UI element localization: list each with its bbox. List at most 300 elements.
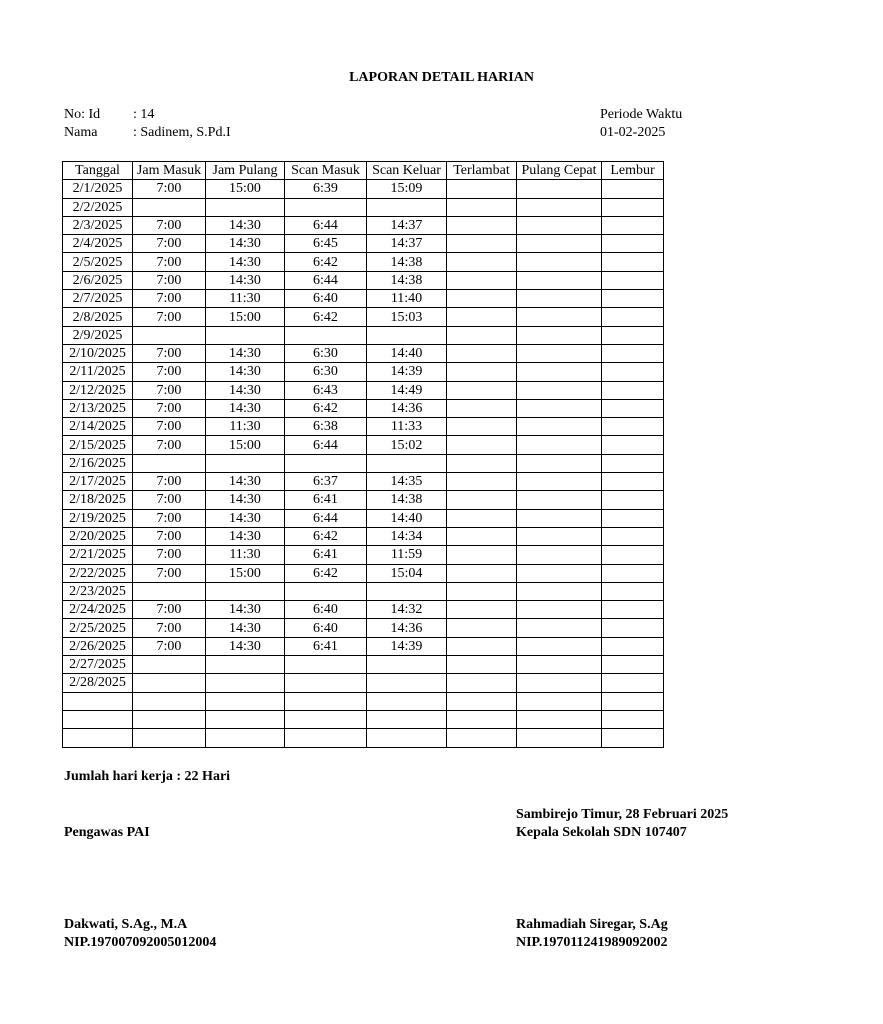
table-cell <box>602 418 664 436</box>
table-cell <box>133 710 206 728</box>
table-cell <box>447 729 517 747</box>
table-cell <box>447 564 517 582</box>
table-cell: 7:00 <box>133 253 206 271</box>
table-cell <box>602 399 664 417</box>
table-cell: 15:00 <box>206 180 285 198</box>
table-cell <box>602 326 664 344</box>
table-cell: 2/18/2025 <box>63 491 133 509</box>
table-cell <box>517 692 602 710</box>
table-cell: 15:00 <box>206 564 285 582</box>
table-cell <box>447 656 517 674</box>
table-cell: 7:00 <box>133 290 206 308</box>
table-cell: 2/19/2025 <box>63 509 133 527</box>
table-cell <box>133 656 206 674</box>
table-cell: 6:44 <box>285 436 367 454</box>
table-cell <box>133 326 206 344</box>
table-cell: 2/1/2025 <box>63 180 133 198</box>
table-row <box>63 381 664 399</box>
table-cell: 14:40 <box>367 509 447 527</box>
table-cell: 14:30 <box>206 216 285 234</box>
table-cell <box>206 692 285 710</box>
table-cell: 14:49 <box>367 381 447 399</box>
table-cell <box>517 564 602 582</box>
table-cell: 6:37 <box>285 473 367 491</box>
table-cell: 6:42 <box>285 399 367 417</box>
table-row <box>63 253 664 271</box>
table-cell: 14:36 <box>367 619 447 637</box>
table-cell: 6:44 <box>285 216 367 234</box>
table-cell <box>602 180 664 198</box>
table-cell: 15:04 <box>367 564 447 582</box>
table-row <box>63 290 664 308</box>
table-header-row <box>63 162 664 180</box>
table-row <box>63 692 664 710</box>
table-cell: 14:39 <box>367 363 447 381</box>
table-row <box>63 436 664 454</box>
table-cell: 6:41 <box>285 491 367 509</box>
report-title: LAPORAN DETAIL HARIAN <box>349 70 534 85</box>
table-cell <box>517 381 602 399</box>
table-cell: 7:00 <box>133 473 206 491</box>
table-cell <box>447 436 517 454</box>
table-cell <box>447 198 517 216</box>
column-header: Scan Masuk <box>285 162 367 180</box>
column-header: Jam Masuk <box>133 162 206 180</box>
table-cell: 6:41 <box>285 637 367 655</box>
table-cell <box>285 656 367 674</box>
table-cell: 2/26/2025 <box>63 637 133 655</box>
table-cell <box>285 692 367 710</box>
name-value: : Sadinem, S.Pd.I <box>133 125 231 140</box>
table-cell <box>517 418 602 436</box>
table-cell: 6:42 <box>285 527 367 545</box>
table-cell <box>517 546 602 564</box>
table-cell <box>133 692 206 710</box>
table-cell: 14:30 <box>206 509 285 527</box>
table-cell <box>63 729 133 747</box>
table-cell <box>602 564 664 582</box>
table-cell <box>206 656 285 674</box>
table-cell: 2/15/2025 <box>63 436 133 454</box>
table-cell <box>602 308 664 326</box>
table-cell <box>602 710 664 728</box>
table-cell <box>367 674 447 692</box>
table-cell <box>517 582 602 600</box>
table-cell: 6:42 <box>285 253 367 271</box>
table-cell: 7:00 <box>133 491 206 509</box>
table-cell <box>602 271 664 289</box>
table-cell: 14:30 <box>206 473 285 491</box>
table-cell <box>602 235 664 253</box>
table-cell <box>206 582 285 600</box>
table-cell <box>133 729 206 747</box>
table-cell: 14:32 <box>367 601 447 619</box>
table-cell: 2/27/2025 <box>63 656 133 674</box>
table-cell: 2/2/2025 <box>63 198 133 216</box>
table-cell: 7:00 <box>133 180 206 198</box>
table-cell: 7:00 <box>133 619 206 637</box>
table-cell <box>447 271 517 289</box>
table-row <box>63 637 664 655</box>
table-cell <box>367 326 447 344</box>
table-cell <box>602 381 664 399</box>
table-cell <box>447 344 517 362</box>
column-header: Pulang Cepat <box>517 162 602 180</box>
table-cell <box>602 363 664 381</box>
table-cell: 11:59 <box>367 546 447 564</box>
column-header: Jam Pulang <box>206 162 285 180</box>
table-cell <box>447 308 517 326</box>
table-cell: 15:03 <box>367 308 447 326</box>
table-cell: 2/25/2025 <box>63 619 133 637</box>
table-cell <box>602 473 664 491</box>
table-cell <box>447 418 517 436</box>
table-cell: 14:30 <box>206 363 285 381</box>
table-cell: 2/28/2025 <box>63 674 133 692</box>
table-cell: 6:40 <box>285 290 367 308</box>
table-cell <box>517 656 602 674</box>
table-cell <box>602 692 664 710</box>
table-cell <box>206 198 285 216</box>
table-cell <box>602 491 664 509</box>
table-row <box>63 216 664 234</box>
table-cell <box>517 637 602 655</box>
table-cell: 7:00 <box>133 418 206 436</box>
column-header: Terlambat <box>447 162 517 180</box>
table-row <box>63 418 664 436</box>
table-row <box>63 363 664 381</box>
id-value: : 14 <box>133 107 155 122</box>
table-cell: 2/24/2025 <box>63 601 133 619</box>
table-row <box>63 454 664 472</box>
table-cell: 7:00 <box>133 216 206 234</box>
table-cell <box>517 436 602 454</box>
table-cell <box>206 674 285 692</box>
table-cell <box>517 290 602 308</box>
table-cell <box>447 582 517 600</box>
table-cell <box>367 729 447 747</box>
periode-value: 01-02-2025 <box>600 125 666 140</box>
table-row <box>63 326 664 344</box>
table-row <box>63 710 664 728</box>
table-cell: 6:38 <box>285 418 367 436</box>
periode-label: Periode Waktu <box>600 107 683 122</box>
name-label: Nama <box>64 125 98 140</box>
table-cell: 15:02 <box>367 436 447 454</box>
table-cell <box>517 216 602 234</box>
table-cell: 2/3/2025 <box>63 216 133 234</box>
table-cell <box>447 473 517 491</box>
table-cell: 7:00 <box>133 308 206 326</box>
table-cell: 7:00 <box>133 381 206 399</box>
table-cell: 15:00 <box>206 308 285 326</box>
table-cell <box>285 582 367 600</box>
table-cell <box>602 509 664 527</box>
table-cell <box>206 326 285 344</box>
table-cell <box>447 381 517 399</box>
table-cell <box>447 216 517 234</box>
right-signer-role: Kepala Sekolah SDN 107407 <box>516 825 687 840</box>
table-body <box>63 180 664 747</box>
table-cell <box>367 710 447 728</box>
table-cell: 6:30 <box>285 344 367 362</box>
table-cell <box>285 710 367 728</box>
table-cell <box>602 290 664 308</box>
table-cell: 15:00 <box>206 436 285 454</box>
table-cell <box>602 198 664 216</box>
table-cell <box>133 198 206 216</box>
table-cell: 2/20/2025 <box>63 527 133 545</box>
table-cell: 11:30 <box>206 546 285 564</box>
table-cell: 14:30 <box>206 619 285 637</box>
table-row <box>63 491 664 509</box>
table-row <box>63 235 664 253</box>
table-cell: 2/7/2025 <box>63 290 133 308</box>
table-cell <box>447 692 517 710</box>
table-cell: 2/9/2025 <box>63 326 133 344</box>
table-cell: 14:38 <box>367 271 447 289</box>
table-cell <box>447 491 517 509</box>
table-cell <box>517 399 602 417</box>
table-cell <box>447 509 517 527</box>
table-cell: 6:44 <box>285 509 367 527</box>
table-cell: 15:09 <box>367 180 447 198</box>
table-row <box>63 271 664 289</box>
table-cell: 7:00 <box>133 344 206 362</box>
table-cell: 7:00 <box>133 564 206 582</box>
table-row <box>63 180 664 198</box>
table-cell <box>447 363 517 381</box>
table-cell <box>602 656 664 674</box>
table-cell <box>602 216 664 234</box>
table-row <box>63 729 664 747</box>
table-cell: 14:30 <box>206 601 285 619</box>
table-cell: 2/4/2025 <box>63 235 133 253</box>
table-cell <box>517 180 602 198</box>
left-signer-role: Pengawas PAI <box>64 825 150 840</box>
work-days-summary: Jumlah hari kerja : 22 Hari <box>64 769 231 784</box>
table-cell: 14:30 <box>206 271 285 289</box>
table-row <box>63 564 664 582</box>
table-cell <box>602 729 664 747</box>
table-cell <box>517 527 602 545</box>
left-signer-name: Dakwati, S.Ag., M.A <box>64 917 188 932</box>
table-cell <box>517 509 602 527</box>
table-cell <box>447 674 517 692</box>
table-cell: 7:00 <box>133 271 206 289</box>
table-cell: 2/14/2025 <box>63 418 133 436</box>
table-row <box>63 509 664 527</box>
table-cell <box>447 637 517 655</box>
left-signer-nip: NIP.197007092005012004 <box>64 935 217 950</box>
table-cell: 7:00 <box>133 637 206 655</box>
table-cell <box>133 454 206 472</box>
table-cell <box>517 491 602 509</box>
table-cell: 14:37 <box>367 216 447 234</box>
table-cell <box>206 710 285 728</box>
table-row <box>63 198 664 216</box>
table-cell: 2/17/2025 <box>63 473 133 491</box>
table-cell <box>285 326 367 344</box>
table-cell: 7:00 <box>133 527 206 545</box>
table-cell: 14:39 <box>367 637 447 655</box>
table-cell: 2/8/2025 <box>63 308 133 326</box>
table-cell: 7:00 <box>133 363 206 381</box>
attendance-table <box>62 161 664 748</box>
table-cell: 6:43 <box>285 381 367 399</box>
column-header: Scan Keluar <box>367 162 447 180</box>
table-cell: 14:35 <box>367 473 447 491</box>
table-row <box>63 308 664 326</box>
table-cell: 2/13/2025 <box>63 399 133 417</box>
table-row <box>63 344 664 362</box>
table-cell <box>517 344 602 362</box>
table-cell: 2/21/2025 <box>63 546 133 564</box>
table-cell: 6:42 <box>285 564 367 582</box>
table-row <box>63 527 664 545</box>
table-row <box>63 546 664 564</box>
table-cell <box>285 729 367 747</box>
table-cell <box>447 253 517 271</box>
table-cell <box>517 198 602 216</box>
table-cell <box>517 363 602 381</box>
table-cell <box>517 729 602 747</box>
table-cell <box>447 619 517 637</box>
table-cell <box>602 674 664 692</box>
table-cell <box>367 454 447 472</box>
table-cell <box>602 527 664 545</box>
table-cell <box>447 601 517 619</box>
table-cell <box>517 308 602 326</box>
table-cell: 14:38 <box>367 253 447 271</box>
table-cell <box>517 235 602 253</box>
table-cell: 14:36 <box>367 399 447 417</box>
table-cell: 7:00 <box>133 436 206 454</box>
table-cell: 14:30 <box>206 344 285 362</box>
table-cell: 2/12/2025 <box>63 381 133 399</box>
table-cell <box>447 527 517 545</box>
table-cell <box>447 235 517 253</box>
column-header: Lembur <box>602 162 664 180</box>
table-cell: 2/6/2025 <box>63 271 133 289</box>
table-cell: 6:30 <box>285 363 367 381</box>
table-row <box>63 582 664 600</box>
table-cell: 14:34 <box>367 527 447 545</box>
table-cell: 11:30 <box>206 290 285 308</box>
table-cell <box>206 729 285 747</box>
table-cell <box>517 674 602 692</box>
column-header: Tanggal <box>63 162 133 180</box>
table-cell: 7:00 <box>133 399 206 417</box>
table-cell <box>517 619 602 637</box>
table-cell <box>133 582 206 600</box>
table-cell <box>133 674 206 692</box>
table-cell <box>285 674 367 692</box>
table-cell <box>517 326 602 344</box>
table-cell <box>367 198 447 216</box>
table-cell: 14:30 <box>206 637 285 655</box>
table-cell: 14:30 <box>206 399 285 417</box>
table-cell <box>517 253 602 271</box>
table-cell: 7:00 <box>133 546 206 564</box>
table-cell: 14:30 <box>206 253 285 271</box>
table-cell: 2/23/2025 <box>63 582 133 600</box>
table-cell: 6:42 <box>285 308 367 326</box>
table-cell <box>517 454 602 472</box>
right-signer-nip: NIP.197011241989092002 <box>516 935 668 950</box>
table-cell <box>447 290 517 308</box>
table-cell: 2/11/2025 <box>63 363 133 381</box>
table-cell <box>447 326 517 344</box>
table-cell: 6:40 <box>285 619 367 637</box>
table-cell: 11:40 <box>367 290 447 308</box>
table-cell: 2/5/2025 <box>63 253 133 271</box>
table-cell: 7:00 <box>133 509 206 527</box>
table-cell: 14:30 <box>206 527 285 545</box>
table-cell <box>517 710 602 728</box>
table-cell: 2/10/2025 <box>63 344 133 362</box>
table-cell: 6:40 <box>285 601 367 619</box>
table-cell <box>602 582 664 600</box>
table-cell <box>602 637 664 655</box>
table-cell: 14:38 <box>367 491 447 509</box>
table-cell: 14:30 <box>206 381 285 399</box>
table-cell <box>367 692 447 710</box>
table-cell: 2/22/2025 <box>63 564 133 582</box>
table-cell <box>602 601 664 619</box>
table-cell <box>602 436 664 454</box>
table-cell <box>367 582 447 600</box>
table-cell <box>517 271 602 289</box>
table-cell <box>517 601 602 619</box>
table-row <box>63 601 664 619</box>
table-cell <box>447 546 517 564</box>
table-cell <box>285 198 367 216</box>
table-cell <box>447 710 517 728</box>
table-cell: 14:40 <box>367 344 447 362</box>
table-cell: 11:30 <box>206 418 285 436</box>
table-cell <box>517 473 602 491</box>
table-cell <box>63 710 133 728</box>
table-cell: 11:33 <box>367 418 447 436</box>
table-cell <box>206 454 285 472</box>
table-cell: 6:45 <box>285 235 367 253</box>
table-cell: 7:00 <box>133 601 206 619</box>
table-cell: 7:00 <box>133 235 206 253</box>
table-row <box>63 399 664 417</box>
table-cell <box>602 253 664 271</box>
table-cell <box>367 656 447 674</box>
table-cell: 6:41 <box>285 546 367 564</box>
table-cell: 14:30 <box>206 235 285 253</box>
table-cell <box>447 454 517 472</box>
table-cell: 6:39 <box>285 180 367 198</box>
table-row <box>63 674 664 692</box>
id-label: No: Id <box>64 107 101 122</box>
table-cell: 2/16/2025 <box>63 454 133 472</box>
table-row <box>63 473 664 491</box>
table-cell: 6:44 <box>285 271 367 289</box>
table-row <box>63 656 664 674</box>
table-cell <box>602 454 664 472</box>
table-cell: 14:30 <box>206 491 285 509</box>
table-cell: 14:37 <box>367 235 447 253</box>
table-cell <box>602 619 664 637</box>
table-cell <box>602 546 664 564</box>
table-cell <box>285 454 367 472</box>
table-row <box>63 619 664 637</box>
table-cell <box>63 692 133 710</box>
